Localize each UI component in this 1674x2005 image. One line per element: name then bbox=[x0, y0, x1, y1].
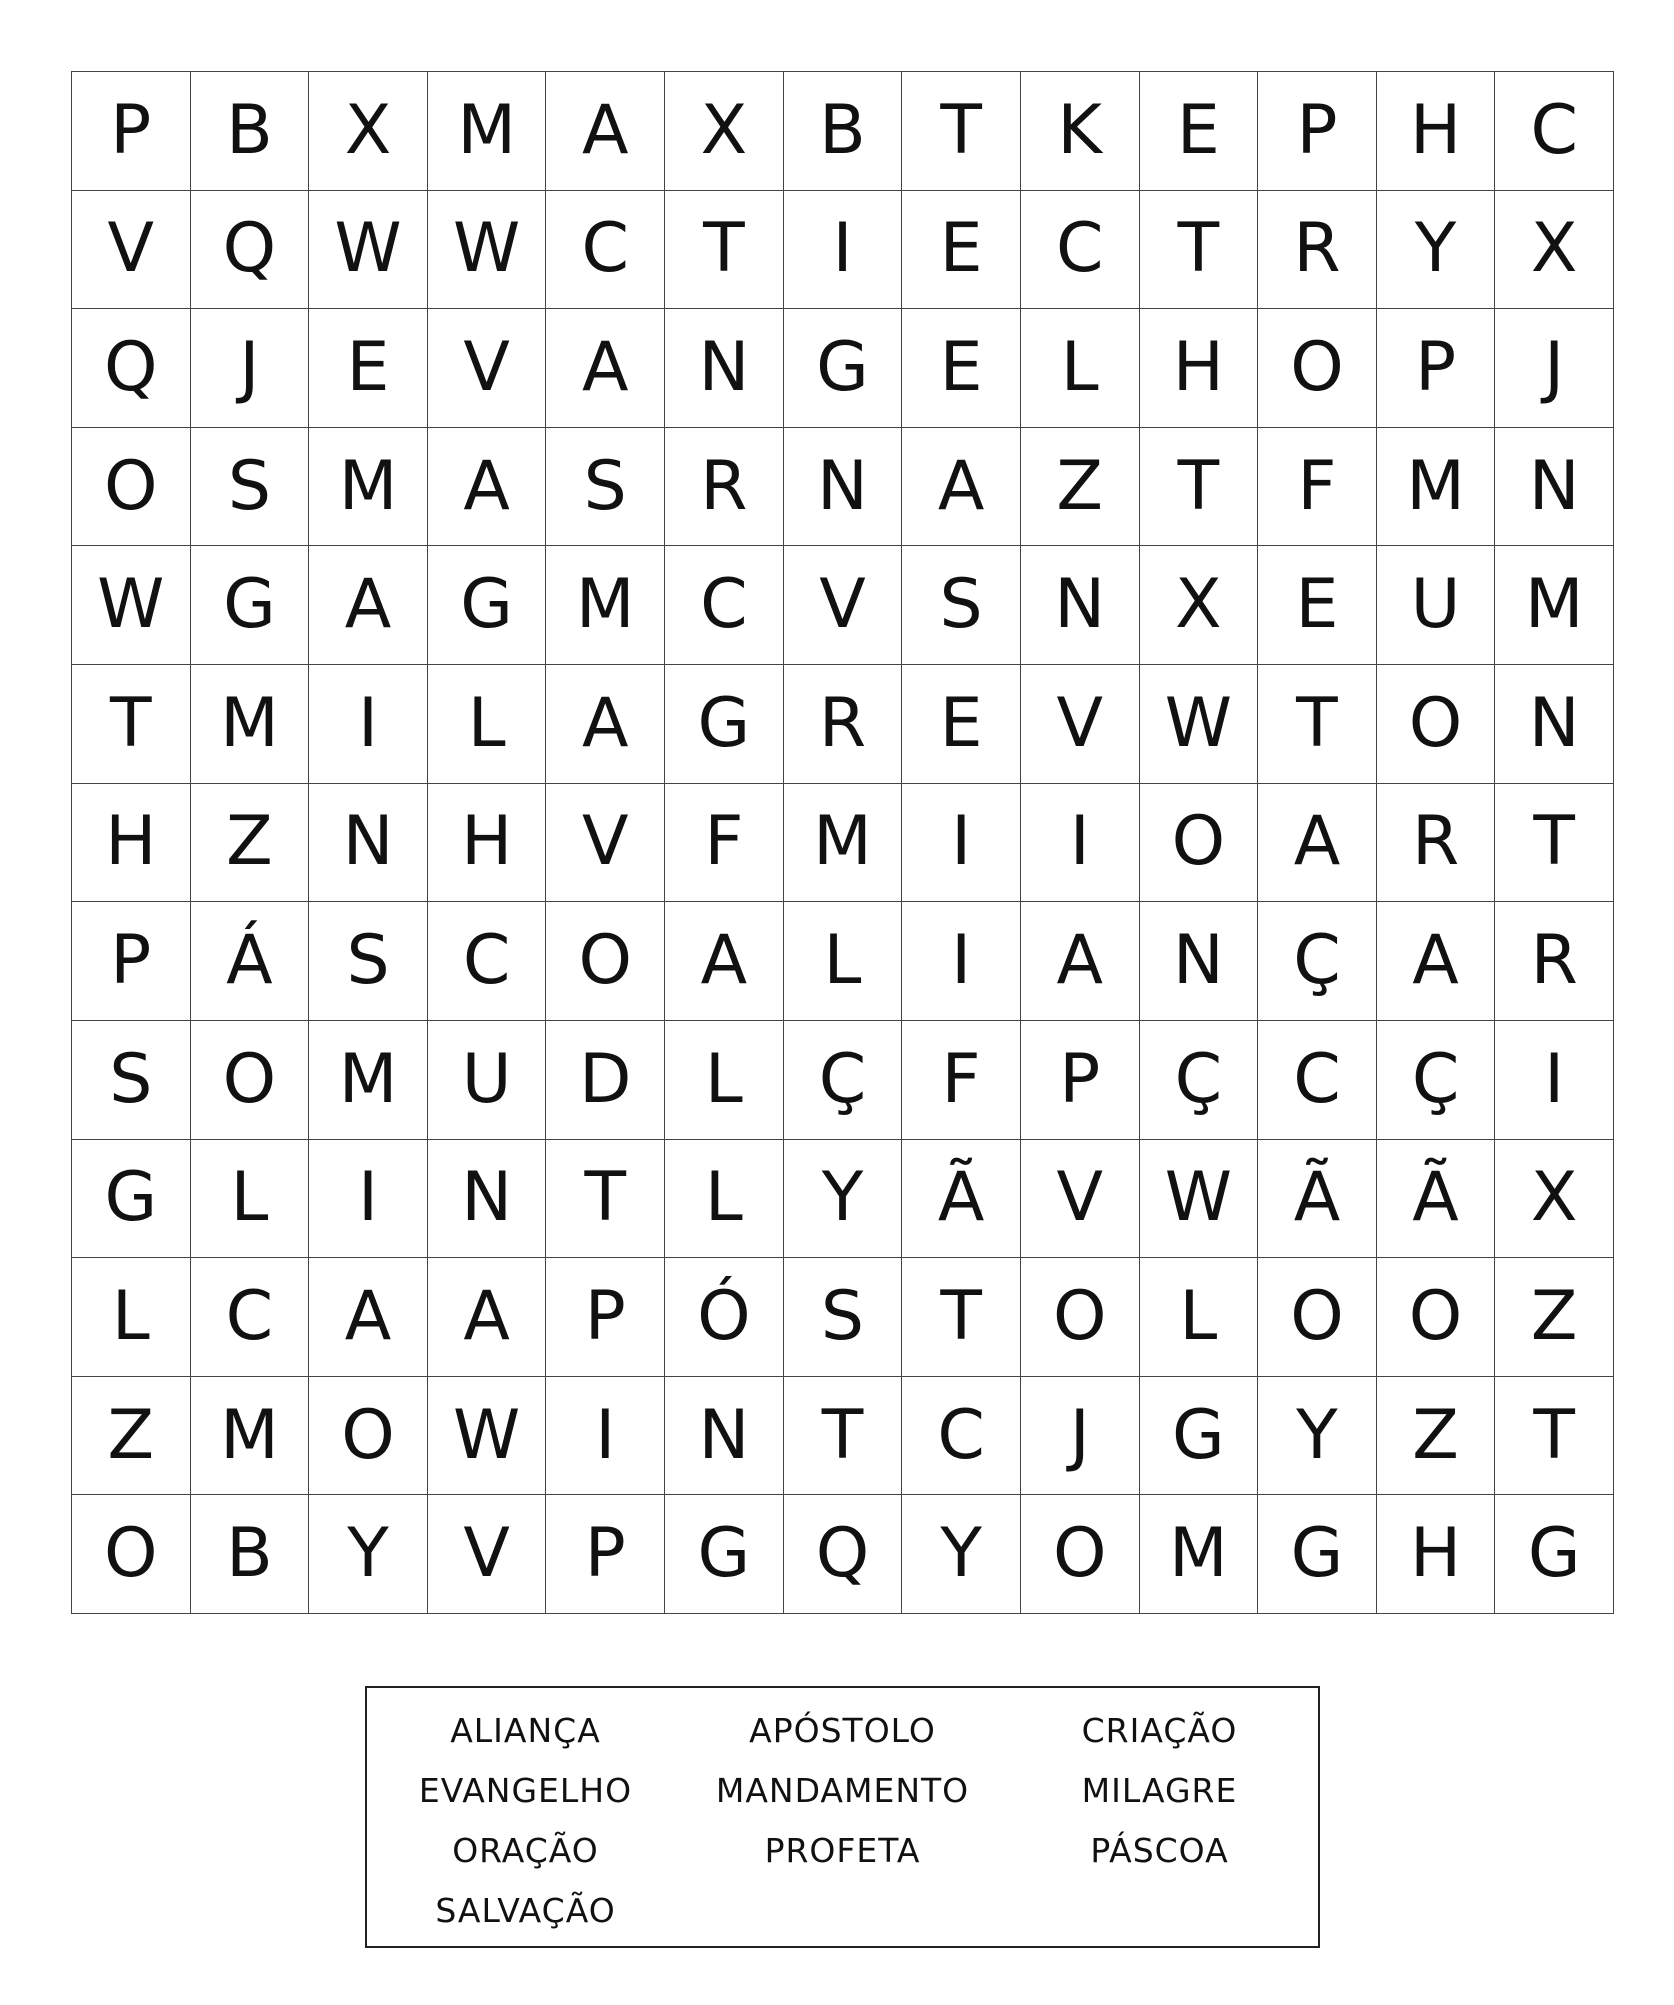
grid-cell[interactable]: M bbox=[784, 784, 903, 903]
letter-grid bbox=[71, 71, 1614, 1614]
grid-cell[interactable]: M bbox=[1495, 546, 1614, 665]
grid-cell[interactable]: M bbox=[546, 546, 665, 665]
grid-cell[interactable]: C bbox=[1258, 1021, 1377, 1140]
grid-cell[interactable]: R bbox=[1258, 191, 1377, 310]
grid-cell[interactable]: U bbox=[1377, 546, 1496, 665]
grid-cell[interactable]: G bbox=[428, 546, 547, 665]
grid-cell[interactable]: L bbox=[665, 1021, 784, 1140]
grid-cell[interactable]: P bbox=[72, 902, 191, 1021]
grid-cell[interactable]: F bbox=[902, 1021, 1021, 1140]
grid-cell[interactable]: V bbox=[428, 1495, 547, 1614]
grid-cell[interactable]: F bbox=[1258, 428, 1377, 547]
grid-cell[interactable]: W bbox=[309, 191, 428, 310]
grid-cell[interactable]: Ã bbox=[1258, 1140, 1377, 1259]
grid-cell[interactable]: A bbox=[546, 72, 665, 191]
grid-cell[interactable]: M bbox=[309, 428, 428, 547]
grid-cell[interactable]: H bbox=[72, 784, 191, 903]
grid-cell[interactable]: L bbox=[191, 1140, 310, 1259]
grid-cell[interactable]: E bbox=[1140, 72, 1259, 191]
grid-cell[interactable]: R bbox=[784, 665, 903, 784]
grid-cell[interactable]: O bbox=[546, 902, 665, 1021]
grid-cell[interactable]: J bbox=[191, 309, 310, 428]
grid-cell[interactable]: O bbox=[1140, 784, 1259, 903]
grid-cell[interactable]: S bbox=[902, 546, 1021, 665]
grid-cell[interactable]: P bbox=[546, 1258, 665, 1377]
grid-cell[interactable]: A bbox=[309, 1258, 428, 1377]
grid-cell[interactable]: I bbox=[309, 1140, 428, 1259]
grid-cell[interactable]: T bbox=[902, 72, 1021, 191]
grid-cell[interactable]: V bbox=[72, 191, 191, 310]
grid-cell[interactable]: Z bbox=[1495, 1258, 1614, 1377]
grid-cell[interactable]: A bbox=[902, 428, 1021, 547]
grid-cell[interactable]: P bbox=[1021, 1021, 1140, 1140]
grid-cell[interactable]: X bbox=[1140, 546, 1259, 665]
grid-cell[interactable]: T bbox=[902, 1258, 1021, 1377]
grid-cell[interactable]: C bbox=[546, 191, 665, 310]
grid-cell[interactable]: H bbox=[428, 784, 547, 903]
grid-cell[interactable]: R bbox=[1377, 784, 1496, 903]
word-bank-item: ALIANÇA bbox=[450, 1710, 601, 1750]
grid-cell[interactable]: W bbox=[1140, 1140, 1259, 1259]
grid-cell[interactable]: T bbox=[1140, 428, 1259, 547]
grid-cell[interactable]: N bbox=[1021, 546, 1140, 665]
grid-cell[interactable]: Ã bbox=[902, 1140, 1021, 1259]
grid-cell[interactable]: Ã bbox=[1377, 1140, 1496, 1259]
grid-cell[interactable]: O bbox=[1377, 1258, 1496, 1377]
grid-cell[interactable]: M bbox=[191, 665, 310, 784]
grid-cell[interactable]: A bbox=[428, 1258, 547, 1377]
grid-cell[interactable]: Y bbox=[1258, 1377, 1377, 1496]
grid-cell[interactable]: V bbox=[784, 546, 903, 665]
grid-cell[interactable]: R bbox=[665, 428, 784, 547]
grid-cell[interactable]: W bbox=[1140, 665, 1259, 784]
grid-cell[interactable]: K bbox=[1021, 72, 1140, 191]
grid-cell[interactable]: G bbox=[72, 1140, 191, 1259]
grid-cell[interactable]: Q bbox=[784, 1495, 903, 1614]
grid-cell[interactable]: X bbox=[309, 72, 428, 191]
grid-cell[interactable]: I bbox=[546, 1377, 665, 1496]
grid-cell[interactable]: G bbox=[784, 309, 903, 428]
grid-cell[interactable]: G bbox=[665, 1495, 784, 1614]
grid-cell[interactable]: Y bbox=[902, 1495, 1021, 1614]
grid-cell[interactable]: E bbox=[309, 309, 428, 428]
grid-cell[interactable]: V bbox=[1021, 665, 1140, 784]
grid-cell[interactable]: N bbox=[1495, 428, 1614, 547]
grid-cell[interactable]: Ç bbox=[1140, 1021, 1259, 1140]
grid-cell[interactable]: V bbox=[1021, 1140, 1140, 1259]
grid-cell[interactable]: C bbox=[665, 546, 784, 665]
grid-cell[interactable]: I bbox=[1021, 784, 1140, 903]
grid-cell[interactable]: I bbox=[309, 665, 428, 784]
grid-cell[interactable]: A bbox=[665, 902, 784, 1021]
grid-cell[interactable]: Y bbox=[1377, 191, 1496, 310]
grid-cell[interactable]: J bbox=[1495, 309, 1614, 428]
grid-cell[interactable]: Z bbox=[72, 1377, 191, 1496]
word-bank bbox=[365, 1686, 1320, 1948]
grid-cell[interactable]: T bbox=[1140, 191, 1259, 310]
grid-cell[interactable]: O bbox=[1377, 665, 1496, 784]
grid-cell[interactable]: L bbox=[1021, 309, 1140, 428]
word-bank-item: CRIAÇÃO bbox=[1081, 1710, 1238, 1750]
grid-cell[interactable]: N bbox=[665, 309, 784, 428]
grid-cell[interactable]: E bbox=[902, 309, 1021, 428]
grid-cell[interactable]: X bbox=[665, 72, 784, 191]
grid-cell[interactable]: A bbox=[546, 665, 665, 784]
grid-cell[interactable]: T bbox=[1495, 784, 1614, 903]
grid-cell[interactable]: Q bbox=[72, 309, 191, 428]
grid-cell[interactable]: O bbox=[1021, 1258, 1140, 1377]
grid-cell[interactable]: Z bbox=[1021, 428, 1140, 547]
grid-cell[interactable]: Y bbox=[309, 1495, 428, 1614]
grid-cell[interactable]: N bbox=[1495, 665, 1614, 784]
grid-cell[interactable]: P bbox=[1377, 309, 1496, 428]
grid-cell[interactable]: C bbox=[1021, 191, 1140, 310]
grid-cell[interactable]: B bbox=[784, 72, 903, 191]
grid-cell[interactable]: S bbox=[309, 902, 428, 1021]
grid-cell[interactable]: S bbox=[72, 1021, 191, 1140]
grid-cell[interactable]: N bbox=[428, 1140, 547, 1259]
grid-cell[interactable]: T bbox=[665, 191, 784, 310]
grid-cell[interactable]: O bbox=[1021, 1495, 1140, 1614]
grid-cell[interactable]: W bbox=[428, 191, 547, 310]
grid-cell[interactable]: A bbox=[428, 428, 547, 547]
word-bank-item: APÓSTOLO bbox=[749, 1710, 936, 1750]
grid-cell[interactable]: O bbox=[72, 428, 191, 547]
grid-cell[interactable]: H bbox=[1140, 309, 1259, 428]
grid-cell[interactable]: M bbox=[309, 1021, 428, 1140]
grid-cell[interactable]: A bbox=[546, 309, 665, 428]
grid-cell[interactable]: W bbox=[428, 1377, 547, 1496]
grid-cell[interactable]: C bbox=[428, 902, 547, 1021]
grid-cell[interactable]: A bbox=[1258, 784, 1377, 903]
grid-cell[interactable]: H bbox=[1377, 72, 1496, 191]
grid-cell[interactable]: L bbox=[665, 1140, 784, 1259]
grid-cell[interactable]: G bbox=[1258, 1495, 1377, 1614]
grid-cell[interactable]: Á bbox=[191, 902, 310, 1021]
word-bank-item: SALVAÇÃO bbox=[435, 1890, 616, 1930]
grid-cell[interactable]: T bbox=[546, 1140, 665, 1259]
grid-cell[interactable]: V bbox=[546, 784, 665, 903]
grid-cell[interactable]: O bbox=[191, 1021, 310, 1140]
grid-cell[interactable]: Ç bbox=[784, 1021, 903, 1140]
grid-cell[interactable]: R bbox=[1495, 902, 1614, 1021]
grid-cell[interactable]: N bbox=[784, 428, 903, 547]
grid-cell[interactable]: I bbox=[784, 191, 903, 310]
grid-cell[interactable]: A bbox=[1377, 902, 1496, 1021]
grid-cell[interactable]: G bbox=[1140, 1377, 1259, 1496]
grid-cell[interactable]: N bbox=[309, 784, 428, 903]
grid-cell[interactable]: O bbox=[1258, 309, 1377, 428]
grid-cell[interactable]: C bbox=[1495, 72, 1614, 191]
grid-cell[interactable]: D bbox=[546, 1021, 665, 1140]
grid-cell[interactable]: N bbox=[1140, 902, 1259, 1021]
word-bank-item: MANDAMENTO bbox=[715, 1770, 970, 1810]
grid-cell[interactable]: I bbox=[902, 902, 1021, 1021]
word-bank-item: PÁSCOA bbox=[1090, 1830, 1229, 1870]
grid-cell[interactable]: L bbox=[428, 665, 547, 784]
grid-cell[interactable]: Ó bbox=[665, 1258, 784, 1377]
grid-cell[interactable]: U bbox=[428, 1021, 547, 1140]
grid-cell[interactable]: J bbox=[1021, 1377, 1140, 1496]
grid-cell[interactable]: X bbox=[1495, 191, 1614, 310]
grid-cell[interactable]: V bbox=[428, 309, 547, 428]
grid-cell[interactable]: B bbox=[191, 72, 310, 191]
grid-cell[interactable]: I bbox=[902, 784, 1021, 903]
grid-cell[interactable]: Z bbox=[191, 784, 310, 903]
grid-cell[interactable]: M bbox=[191, 1377, 310, 1496]
grid-cell[interactable]: E bbox=[1258, 546, 1377, 665]
grid-cell[interactable]: G bbox=[665, 665, 784, 784]
grid-cell[interactable]: Ç bbox=[1377, 1021, 1496, 1140]
grid-cell[interactable]: A bbox=[309, 546, 428, 665]
grid-cell[interactable]: X bbox=[1495, 1140, 1614, 1259]
grid-cell[interactable]: O bbox=[309, 1377, 428, 1496]
grid-cell[interactable]: I bbox=[1495, 1021, 1614, 1140]
grid-cell[interactable]: P bbox=[1258, 72, 1377, 191]
grid-cell[interactable]: P bbox=[546, 1495, 665, 1614]
grid-cell[interactable]: T bbox=[784, 1377, 903, 1496]
grid-cell[interactable]: C bbox=[191, 1258, 310, 1377]
grid-cell[interactable]: Z bbox=[1377, 1377, 1496, 1496]
grid-cell[interactable]: L bbox=[72, 1258, 191, 1377]
grid-cell[interactable]: O bbox=[72, 1495, 191, 1614]
grid-cell[interactable]: E bbox=[902, 665, 1021, 784]
grid-cell[interactable]: W bbox=[72, 546, 191, 665]
grid-cell[interactable]: E bbox=[902, 191, 1021, 310]
grid-cell[interactable]: H bbox=[1377, 1495, 1496, 1614]
grid-cell[interactable]: Y bbox=[784, 1140, 903, 1259]
grid-cell[interactable]: S bbox=[546, 428, 665, 547]
word-bank-item: EVANGELHO bbox=[418, 1770, 633, 1810]
grid-cell[interactable]: G bbox=[191, 546, 310, 665]
grid-cell[interactable]: M bbox=[428, 72, 547, 191]
grid-cell[interactable]: O bbox=[1258, 1258, 1377, 1377]
word-bank-item: PROFETA bbox=[764, 1830, 921, 1870]
grid-cell[interactable]: Q bbox=[191, 191, 310, 310]
grid-cell[interactable]: G bbox=[1495, 1495, 1614, 1614]
grid-cell[interactable]: F bbox=[665, 784, 784, 903]
grid-cell[interactable]: A bbox=[1021, 902, 1140, 1021]
grid-cell[interactable]: Ç bbox=[1258, 902, 1377, 1021]
grid-cell[interactable]: S bbox=[191, 428, 310, 547]
grid-cell[interactable]: N bbox=[665, 1377, 784, 1496]
grid-cell[interactable]: M bbox=[1140, 1495, 1259, 1614]
grid-cell[interactable]: L bbox=[1140, 1258, 1259, 1377]
word-bank-item: MILAGRE bbox=[1081, 1770, 1238, 1810]
grid-cell[interactable]: S bbox=[784, 1258, 903, 1377]
grid-cell[interactable]: P bbox=[72, 72, 191, 191]
grid-cell[interactable]: M bbox=[1377, 428, 1496, 547]
word-bank-item: ORAÇÃO bbox=[452, 1830, 599, 1870]
grid-cell[interactable]: C bbox=[902, 1377, 1021, 1496]
grid-cell[interactable]: T bbox=[1258, 665, 1377, 784]
grid-cell[interactable]: B bbox=[191, 1495, 310, 1614]
grid-cell[interactable]: L bbox=[784, 902, 903, 1021]
grid-cell[interactable]: T bbox=[1495, 1377, 1614, 1496]
grid-cell[interactable]: T bbox=[72, 665, 191, 784]
